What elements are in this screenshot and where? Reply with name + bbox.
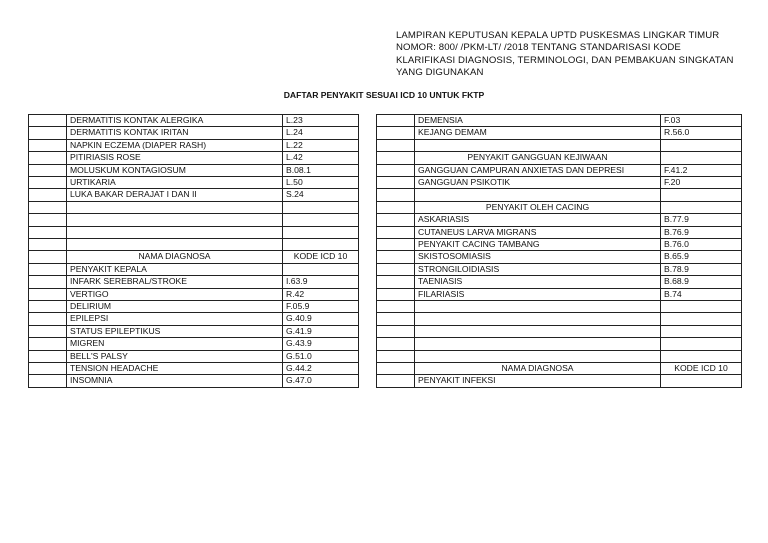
header-line: YANG DIGUNAKAN [396,66,484,78]
row-index-cell [377,189,415,201]
table-row [377,201,742,213]
diagnosis-name-cell [415,139,661,151]
icd-code-cell: L.23 [283,115,359,127]
icd-code-cell [661,152,742,164]
table-row [29,152,359,164]
icd-code-cell [283,214,359,226]
table-row [29,301,359,313]
diagnosis-name-cell: TENSION HEADACHE [67,363,283,375]
diagnosis-name-cell [415,313,661,325]
row-index-cell [377,164,415,176]
row-index-cell [377,239,415,251]
diagnosis-name-cell: MIGREN [67,338,283,350]
table-row [29,325,359,337]
table-row [29,350,359,362]
row-index-cell [29,276,67,288]
diagnosis-name-cell [67,214,283,226]
left-diagnosis-table [28,114,359,388]
table-row [29,139,359,151]
diagnosis-name-cell: SKISTOSOMIASIS [415,251,661,263]
diagnosis-name-cell: PENYAKIT CACING TAMBANG [415,239,661,251]
row-index-cell [377,115,415,127]
row-index-cell [377,375,415,387]
icd-code-cell: F.41.2 [661,164,742,176]
table-row [377,239,742,251]
document-header [396,30,756,79]
icd-code-cell: B.74 [661,288,742,300]
table-row [29,363,359,375]
row-index-cell [377,325,415,337]
row-index-cell [29,177,67,189]
icd-code-cell: R.56.0 [661,127,742,139]
table-row [377,189,742,201]
icd-code-cell: G.41.9 [283,325,359,337]
diagnosis-name-cell: FILARIASIS [415,288,661,300]
icd-code-cell: F.05.9 [283,301,359,313]
table-row [29,127,359,139]
header-line: NOMOR: 800/ /PKM-LT/ /2018 TENTANG STANDARISASI KODE [396,42,681,54]
row-index-cell [29,139,67,151]
table-row [377,363,742,375]
row-index-cell [377,127,415,139]
table-row [29,288,359,300]
row-index-cell [29,313,67,325]
diagnosis-name-cell: ASKARIASIS [415,214,661,226]
icd-code-cell [661,139,742,151]
icd-code-cell: B.08.1 [283,164,359,176]
icd-code-cell: I.63.9 [283,276,359,288]
row-index-cell [377,263,415,275]
table-row [377,214,742,226]
diagnosis-name-cell [415,301,661,313]
row-index-cell [377,152,415,164]
table-row [377,251,742,263]
icd-code-cell [661,338,742,350]
table-row [29,239,359,251]
column-header-diagnosis: NAMA DIAGNOSA [67,251,283,263]
row-index-cell [29,214,67,226]
table-row [29,189,359,201]
diagnosis-name-cell: GANGGUAN PSIKOTIK [415,177,661,189]
icd-code-cell: B.65.9 [661,251,742,263]
row-index-cell [377,251,415,263]
diagnosis-name-cell: DERMATITIS KONTAK ALERGIKA [67,115,283,127]
row-index-cell [377,214,415,226]
icd-code-cell [661,313,742,325]
row-index-cell [29,239,67,251]
page-title: DAFTAR PENYAKIT SESUAI ICD 10 UNTUK FKTP [283,90,485,100]
row-index-cell [377,350,415,362]
row-index-cell [29,363,67,375]
table-row [377,177,742,189]
row-index-cell [29,251,67,263]
icd-code-cell: B.77.9 [661,214,742,226]
icd-code-cell [661,375,742,387]
diagnosis-name-cell: STRONGILOIDIASIS [415,263,661,275]
row-index-cell [377,301,415,313]
icd-code-cell: G.40.9 [283,313,359,325]
icd-code-cell: R.42 [283,288,359,300]
icd-code-cell: B.76.9 [661,226,742,238]
column-header-icd-code: KODE ICD 10 [661,363,742,375]
row-index-cell [29,325,67,337]
diagnosis-name-cell: CUTANEUS LARVA MIGRANS [415,226,661,238]
diagnosis-name-cell: URTIKARIA [67,177,283,189]
icd-code-cell: F.03 [661,115,742,127]
row-index-cell [29,201,67,213]
icd-code-cell: L.22 [283,139,359,151]
table-row [377,115,742,127]
icd-code-cell: L.50 [283,177,359,189]
table-row [377,313,742,325]
icd-code-cell: S.24 [283,189,359,201]
diagnosis-name-cell: DELIRIUM [67,301,283,313]
diagnosis-name-cell: KEJANG DEMAM [415,127,661,139]
row-index-cell [29,115,67,127]
row-index-cell [377,363,415,375]
diagnosis-name-cell: PENYAKIT KEPALA [67,263,283,275]
row-index-cell [29,375,67,387]
icd-code-cell: B.78.9 [661,263,742,275]
icd-code-cell [283,201,359,213]
icd-code-cell [661,350,742,362]
table-row [29,313,359,325]
section-heading: PENYAKIT OLEH CACING [415,201,661,213]
row-index-cell [29,226,67,238]
diagnosis-name-cell: PITIRIASIS ROSE [67,152,283,164]
table-row [29,251,359,263]
diagnosis-name-cell: PENYAKIT INFEKSI [415,375,661,387]
diagnosis-name-cell: INFARK SEREBRAL/STROKE [67,276,283,288]
row-index-cell [29,288,67,300]
table-row [29,214,359,226]
row-index-cell [377,226,415,238]
icd-code-cell [661,189,742,201]
table-row [377,263,742,275]
table-row [377,226,742,238]
diagnosis-name-cell: STATUS EPILEPTIKUS [67,325,283,337]
diagnosis-name-cell [415,325,661,337]
table-row [377,301,742,313]
row-index-cell [29,350,67,362]
table-row [29,263,359,275]
column-header-diagnosis: NAMA DIAGNOSA [415,363,661,375]
table-row [377,338,742,350]
row-index-cell [377,201,415,213]
row-index-cell [29,301,67,313]
row-index-cell [377,313,415,325]
diagnosis-name-cell: EPILEPSI [67,313,283,325]
icd-code-cell: B.76.0 [661,239,742,251]
row-index-cell [29,263,67,275]
table-row [29,338,359,350]
icd-code-cell [661,325,742,337]
table-row [29,375,359,387]
diagnosis-name-cell: DEMENSIA [415,115,661,127]
icd-code-cell: F.20 [661,177,742,189]
icd-code-cell: L.24 [283,127,359,139]
table-row [377,325,742,337]
table-row [29,177,359,189]
icd-code-cell: G.43.9 [283,338,359,350]
table-row [29,115,359,127]
row-index-cell [29,338,67,350]
diagnosis-name-cell: MOLUSKUM KONTAGIOSUM [67,164,283,176]
row-index-cell [377,288,415,300]
table-row [29,201,359,213]
table-row [377,127,742,139]
column-header-icd-code: KODE ICD 10 [283,251,359,263]
row-index-cell [29,152,67,164]
row-index-cell [29,164,67,176]
table-row [29,226,359,238]
diagnosis-name-cell: BELL'S PALSY [67,350,283,362]
diagnosis-name-cell [67,201,283,213]
row-index-cell [29,127,67,139]
icd-code-cell [283,263,359,275]
diagnosis-name-cell [67,239,283,251]
icd-code-cell [661,201,742,213]
diagnosis-name-cell [415,350,661,362]
row-index-cell [377,338,415,350]
diagnosis-name-cell: DERMATITIS KONTAK IRITAN [67,127,283,139]
icd-code-cell: B.68.9 [661,276,742,288]
section-heading: PENYAKIT GANGGUAN KEJIWAAN [415,152,661,164]
diagnosis-name-cell [415,338,661,350]
table-row [377,152,742,164]
row-index-cell [377,276,415,288]
table-row [377,139,742,151]
table-row [377,375,742,387]
table-row [377,276,742,288]
diagnosis-name-cell: NAPKIN ECZEMA (DIAPER RASH) [67,139,283,151]
diagnosis-name-cell: TAENIASIS [415,276,661,288]
icd-code-cell [283,239,359,251]
icd-code-cell: L.42 [283,152,359,164]
diagnosis-name-cell [415,189,661,201]
table-row [377,350,742,362]
diagnosis-name-cell: LUKA BAKAR DERAJAT I DAN II [67,189,283,201]
diagnosis-name-cell: GANGGUAN CAMPURAN ANXIETAS DAN DEPRESI [415,164,661,176]
row-index-cell [29,189,67,201]
table-row [377,164,742,176]
right-diagnosis-table [376,114,742,388]
row-index-cell [377,177,415,189]
diagnosis-name-cell [67,226,283,238]
icd-code-cell [283,226,359,238]
diagnosis-name-cell: INSOMNIA [67,375,283,387]
header-line: LAMPIRAN KEPUTUSAN KEPALA UPTD PUSKESMAS LINGKAR TIMUR [396,30,720,41]
row-index-cell [377,139,415,151]
icd-code-cell [661,301,742,313]
header-line: KLARIFIKASI DIAGNOSIS, TERMINOLOGI, DAN PEMBAKUAN SINGKATAN [396,54,734,66]
table-row [377,288,742,300]
table-row [29,164,359,176]
icd-code-cell: G.51.0 [283,350,359,362]
table-row [29,276,359,288]
icd-code-cell: G.44.2 [283,363,359,375]
icd-code-cell: G.47.0 [283,375,359,387]
diagnosis-name-cell: VERTIGO [67,288,283,300]
